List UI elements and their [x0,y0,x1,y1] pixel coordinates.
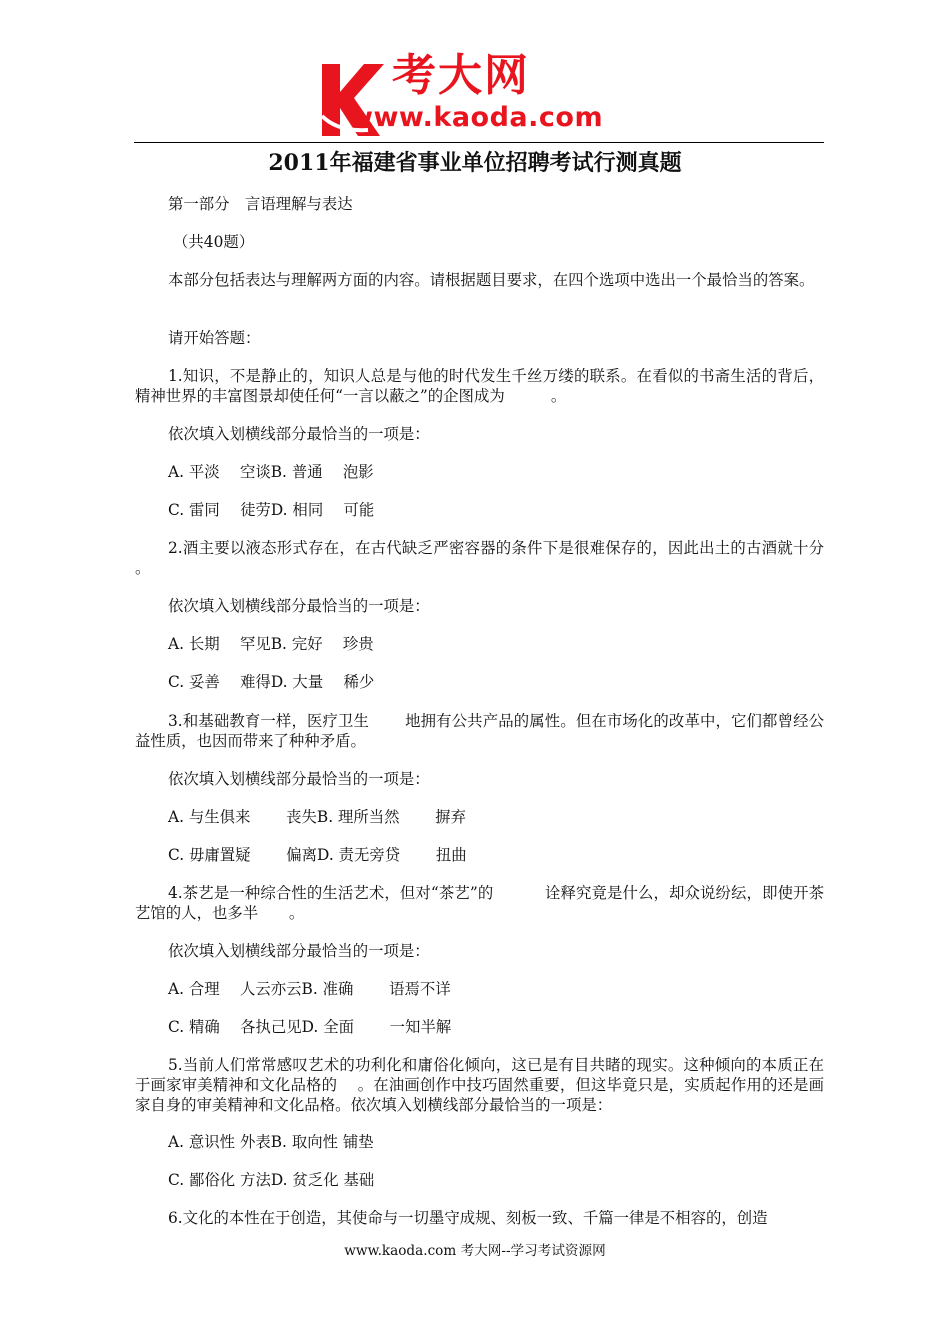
question-4-prompt: 依次填入划横线部分最恰当的一项是： [168,942,430,960]
page-footer: www.kaoda.com 考大网--学习考试资源网 [344,1243,606,1259]
question-5-stem: 5.当前人们常常感叹艺术的功利化和庸俗化倾向，这已是有目共睹的现实。这种倾向的本质正在于画家审美精神和文化品格的 。在油画创作中技巧固然重要，但这毕竟只是，实质起作用的还是画家自身的审美精神和文化品格。依次填入划横线部分最恰当的一项是： [135,1056,824,1114]
question-2-prompt: 依次填入划横线部分最恰当的一项是： [168,597,430,615]
logo-brand-text: 考大网 [392,50,530,101]
question-1-options-ab: A. 平淡 空谈B. 普通 泡影 [168,463,374,481]
question-4-options-cd: C. 精确 各执己见D. 全面 一知半解 [168,1018,452,1036]
question-count: （共40题） [173,233,255,251]
question-2-options-cd: C. 妥善 难得D. 大量 稀少 [168,673,375,691]
question-4-options-ab: A. 合理 人云亦云B. 准确 语焉不详 [168,980,451,998]
question-3-options-ab: A. 与生俱来 丧失B. 理所当然 摒弃 [168,808,467,826]
question-5-options-ab: A. 意识性 外表B. 取向性 铺垫 [168,1133,374,1151]
question-5-options-cd: C. 鄙俗化 方法D. 贫乏化 基础 [168,1171,375,1189]
question-2-stem: 2.酒主要以液态形式存在，在古代缺乏严密容器的条件下是很难保存的，因此出土的古酒就十分 。 [135,539,824,577]
question-1-stem: 1.知识，不是静止的，知识人总是与他的时代发生千丝万缕的联系。在看似的书斋生活的背后，精神世界的丰富图景却使任何“一言以蔽之”的企图成为 。 [135,367,824,405]
header-rule [134,142,824,143]
question-3-stem: 3.和基础教育一样，医疗卫生 地拥有公共产品的属性。但在市场化的改革中，它们都曾经公益性质，也因而带来了种种矛盾。 [135,712,824,750]
section-heading: 第一部分 言语理解与表达 [168,195,353,213]
page-title: 2011年福建省事业单位招聘考试行测真题 [268,150,682,176]
question-6-stem: 6.文化的本性在于创造，其使命与一切墨守成规、刻板一致、千篇一律是不相容的，创造 [168,1209,768,1227]
question-2-options-ab: A. 长期 罕见B. 完好 珍贵 [168,635,374,653]
intro-paragraph: 本部分包括表达与理解两方面的内容。请根据题目要求，在四个选项中选出一个最恰当的答案。 [168,271,815,289]
logo-url-text: www.kaoda.com [348,102,604,133]
logo [318,50,648,140]
question-3-prompt: 依次填入划横线部分最恰当的一项是： [168,770,430,788]
question-3-options-cd: C. 毋庸置疑 偏离D. 责无旁贷 扭曲 [168,846,467,864]
question-4-stem: 4.茶艺是一种综合性的生活艺术，但对“茶艺”的 诠释究竟是什么，却众说纷纭，即使开茶艺馆的人，也多半 。 [135,884,824,922]
question-1-options-cd: C. 雷同 徒劳D. 相同 可能 [168,501,375,519]
question-1-prompt: 依次填入划横线部分最恰当的一项是： [168,425,430,443]
start-text: 请开始答题： [168,329,261,347]
